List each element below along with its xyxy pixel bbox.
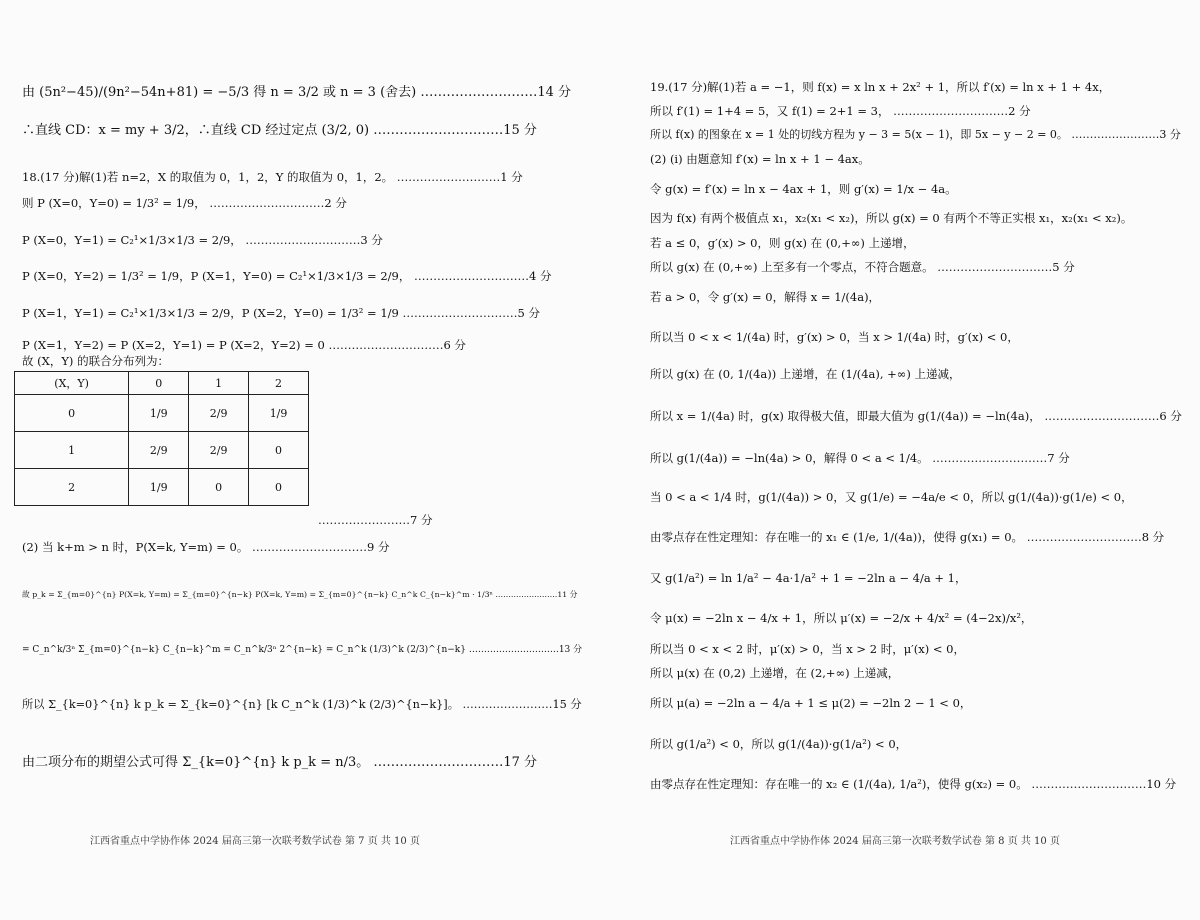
text-line: P (X=1，Y=2) = P (X=2，Y=1) = P (X=2，Y=2) = 0 …………………………6 分 <box>22 338 466 352</box>
table-cell: 1/9 <box>249 395 309 432</box>
text-line: 若 a ≤ 0，g′(x) > 0，则 g(x) 在 (0,+∞) 上递增， <box>650 236 915 250</box>
table-cell: 1/9 <box>129 395 189 432</box>
text-line: 所以 x = 1/(4a) 时，g(x) 取得极大值，即最大值为 g(1/(4a)) = −ln(4a)， …………………………6 分 <box>650 409 1182 423</box>
table-header-cell: 2 <box>249 372 309 395</box>
text-line: 由 (5n²−45)/(9n²−54n+81) = −5/3 得 n = 3/2 或 n = 3 (舍去) ………………………14 分 <box>22 85 572 100</box>
text-line: = C_n^k/3ⁿ Σ_{m=0}^{n−k} C_{n−k}^m = C_n^k/3ⁿ 2^{n−k} = C_n^k (1/3)^k (2/3)^{n−k} …………………………13 分 <box>22 645 583 655</box>
text-line: 所以 g(1/(4a)) = −ln(4a) > 0，解得 0 < a < 1/4。 …………………………7 分 <box>650 451 1070 465</box>
text-line: 所以 f′(1) = 1+4 = 5，又 f(1) = 2+1 = 3， …………………………2 分 <box>650 104 1031 118</box>
text-line: 所以 μ(a) = −2ln a − 4/a + 1 ≤ μ(2) = −2ln 2 − 1 < 0， <box>650 696 972 710</box>
text-line: 所以当 0 < x < 1/(4a) 时，g′(x) > 0，当 x > 1/(4a) 时，g′(x) < 0， <box>650 330 1019 344</box>
text-line: P (X=0，Y=2) = 1/3² = 1/9，P (X=1，Y=0) = C₂¹×1/3×1/3 = 2/9， …………………………4 分 <box>22 269 552 283</box>
text-line: 所以 μ(x) 在 (0,2) 上递增，在 (2,+∞) 上递减， <box>650 666 900 680</box>
text-line: (2) 当 k+m > n 时，P(X=k, Y=m) = 0。 …………………………9 分 <box>22 540 390 554</box>
table-row <box>15 469 309 506</box>
table-cell: 1/9 <box>129 469 189 506</box>
text-line: 18.(17 分)解(1)若 n=2，X 的取值为 0，1，2，Y 的取值为 0，1，2。 ………………………1 分 <box>22 170 523 184</box>
text-line: 又 g(1/a²) = ln 1/a² − 4a·1/a² + 1 = −2ln a − 4/a + 1， <box>650 571 967 585</box>
text-line: 由二项分布的期望公式可得 Σ_{k=0}^{n} k p_k = n/3。 …………………………17 分 <box>22 755 538 770</box>
table-cell: 2/9 <box>129 432 189 469</box>
text-line: 由零点存在性定理知：存在唯一的 x₂ ∈ (1/(4a), 1/a²)，使得 g(x₂) = 0。 …………………………10 分 <box>650 777 1177 791</box>
page-footer: 江西省重点中学协作体 2024 届高三第一次联考数学试卷 第 8 页 共 10 页 <box>730 836 1060 847</box>
text-line: 令 μ(x) = −2ln x − 4/x + 1，所以 μ′(x) = −2/x + 4/x² = (4−2x)/x²， <box>650 611 1033 625</box>
joint-distribution-table <box>14 371 309 506</box>
text-line: 令 g(x) = f′(x) = ln x − 4ax + 1，则 g′(x) = 1/x − 4a。 <box>650 182 957 196</box>
table-cell: 0 <box>249 432 309 469</box>
text-line: (2) (i) 由题意知 f′(x) = ln x + 1 − 4ax。 <box>650 152 870 166</box>
text-line: P (X=1，Y=1) = C₂¹×1/3×1/3 = 2/9，P (X=2，Y=0) = 1/3² = 1/9 …………………………5 分 <box>22 306 540 320</box>
text-line: 19.(17 分)解(1)若 a = −1，则 f(x) = x ln x + 2x² + 1，所以 f′(x) = ln x + 1 + 4x， <box>650 80 1111 94</box>
text-line: 所以 f(x) 的图象在 x = 1 处的切线方程为 y − 3 = 5(x − 1)，即 5x − y − 2 = 0。 ……………………3 分 <box>650 128 1181 141</box>
text-line: ∴直线 CD：x = my + 3/2，∴直线 CD 经过定点 (3/2, 0) …………………………15 分 <box>22 123 537 138</box>
text-line: 因为 f(x) 有两个极值点 x₁，x₂(x₁ < x₂)，所以 g(x) = 0 有两个不等正实根 x₁，x₂(x₁ < x₂)。 <box>650 211 1133 225</box>
text-line: 所以 g(1/a²) < 0，所以 g(1/(4a))·g(1/a²) < 0， <box>650 737 908 751</box>
text-line: 则 P (X=0，Y=0) = 1/3² = 1/9， …………………………2 分 <box>22 196 347 210</box>
page-footer: 江西省重点中学协作体 2024 届高三第一次联考数学试卷 第 7 页 共 10 页 <box>90 836 420 847</box>
table-row <box>15 432 309 469</box>
table-header-cell: (X，Y) <box>15 372 129 395</box>
table-cell: 0 <box>15 395 129 432</box>
text-line: 所以 Σ_{k=0}^{n} k p_k = Σ_{k=0}^{n} [k C_n^k (1/3)^k (2/3)^{n−k}]。 ……………………15 分 <box>22 698 582 711</box>
table-cell: 1 <box>15 432 129 469</box>
right-page <box>600 0 1200 920</box>
table-cell: 2/9 <box>189 432 249 469</box>
text-line: 故 (X，Y) 的联合分布列为： <box>22 354 170 368</box>
table-cell: 2/9 <box>189 395 249 432</box>
table-header-cell: 0 <box>129 372 189 395</box>
text-line: ……………………7 分 <box>318 513 433 527</box>
table-row <box>15 395 309 432</box>
table-header-row <box>15 372 309 395</box>
table-cell: 0 <box>249 469 309 506</box>
text-line: P (X=0，Y=1) = C₂¹×1/3×1/3 = 2/9， …………………………3 分 <box>22 233 383 247</box>
text-line: 所以 g(x) 在 (0,+∞) 上至多有一个零点，不符合题意。 …………………………5 分 <box>650 260 1075 274</box>
text-line: 所以 g(x) 在 (0, 1/(4a)) 上递增，在 (1/(4a), +∞) 上递减， <box>650 367 961 381</box>
text-line: 若 a > 0，令 g′(x) = 0，解得 x = 1/(4a)， <box>650 290 881 304</box>
text-line: 故 p_k = Σ_{m=0}^{n} P(X=k, Y=m) = Σ_{m=0}^{n−k} P(X=k, Y=m) = Σ_{m=0}^{n−k} C_n^k C_{n−k}^m · 1/3ⁿ ……………………11 分 <box>22 590 578 599</box>
text-line: 所以当 0 < x < 2 时，μ′(x) > 0，当 x > 2 时，μ′(x) < 0， <box>650 642 965 656</box>
text-line: 由零点存在性定理知：存在唯一的 x₁ ∈ (1/e, 1/(4a))，使得 g(x₁) = 0。 …………………………8 分 <box>650 530 1165 544</box>
table-cell: 0 <box>189 469 249 506</box>
table-cell: 2 <box>15 469 129 506</box>
table-header-cell: 1 <box>189 372 249 395</box>
text-line: 当 0 < a < 1/4 时，g(1/(4a)) > 0，又 g(1/e) = −4a/e < 0，所以 g(1/(4a))·g(1/e) < 0， <box>650 490 1133 504</box>
